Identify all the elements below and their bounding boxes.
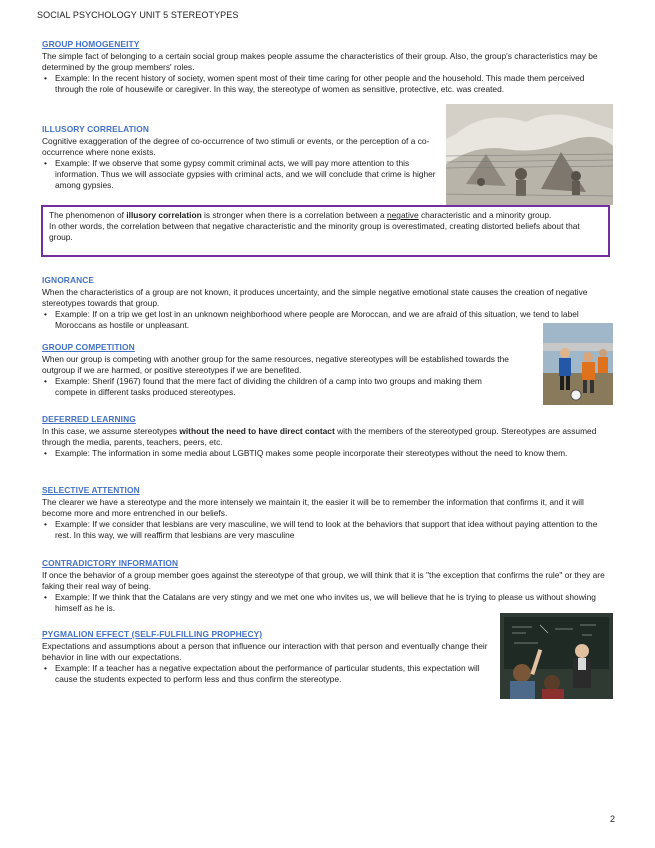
section-body: When our group is competing with another group for the same resources, negative stereotypes will be established towards the outgroup if we are harmed, or positive stereotypes if we are benefited. — [42, 353, 509, 375]
section-illusory-correlation — [42, 124, 437, 190]
section-heading: GROUP COMPETITION — [42, 342, 135, 352]
section-heading: CONTRADICTORY INFORMATION — [42, 558, 179, 568]
section-contradictory-information — [42, 558, 614, 614]
bullet-list — [42, 73, 614, 95]
section-body: Expectations and assumptions about a person that influence our interaction with that person and eventually change their behavior in line with our expectations. — [42, 640, 488, 662]
bullet-list — [42, 519, 614, 541]
bullet-list — [42, 448, 614, 459]
bullet-list — [42, 663, 498, 685]
section-heading: PYGMALION EFFECT (SELF-FULFILLING PROPHECY) — [42, 629, 263, 639]
callout-line-2: In other words, the correlation between that negative characteristic and the minority group is overestimated, creating distorted beliefs about that group. — [49, 220, 580, 242]
list-item: • Example: Sherif (1967) found that the mere fact of dividing the children of a camp into two groups and making them compete in different tasks produced stereotypes. — [42, 376, 512, 398]
list-item: • Example: If we consider that lesbians are very masculine, we will tend to look at the behaviors that support that idea without paying attention to the rest. In this way, we will reaffirm that lesbians are very masculine — [42, 519, 614, 541]
list-item: • Example: If on a trip we get lost in an unknown neighborhood where people are Moroccan, and we are afraid of this situation, we tend to label Moroccans as hostile or unpleasant. — [42, 309, 614, 331]
bullet-list — [42, 376, 512, 398]
list-item: • Example: If we observe that some gypsy commit criminal acts, we will pay more attention to this information. Thus we will associate gypsies with criminal acts, and we will conclude that crime is higher among gypsies. — [42, 158, 437, 191]
callout-line-1: The phenomenon of illusory correlation is stronger when there is a correlation between a negative characteristic and a minority group. — [49, 210, 552, 220]
section-body: In this case, we assume stereotypes without the need to have direct contact with the members of the stereotyped group. Stereotypes are assumed through the media, parents, teachers, peers, etc. — [42, 425, 597, 447]
children-football-photo — [543, 323, 613, 405]
section-heading: GROUP HOMOGENEITY — [42, 39, 140, 49]
illusory-correlation-callout — [41, 205, 610, 257]
section-body: The simple fact of belonging to a certain social group makes people assume the characteristics of their group. Also, the group's characteristics may be determined by the group members' roles. — [42, 50, 598, 72]
section-group-homogeneity — [42, 39, 614, 95]
bullet-list — [42, 309, 614, 331]
section-ignorance — [42, 275, 614, 331]
section-heading: SELECTIVE ATTENTION — [42, 485, 140, 495]
list-item: • Example: The information in some media about LGBTIQ makes some people incorporate their stereotypes without the need to know them. — [42, 448, 614, 459]
section-pygmalion-effect — [42, 629, 498, 685]
section-heading: IGNORANCE — [42, 275, 95, 285]
bullet-list — [42, 158, 437, 191]
page-number: 2 — [609, 814, 615, 824]
bullet-list — [42, 592, 614, 614]
section-heading: ILLUSORY CORRELATION — [42, 124, 149, 134]
section-body: The clearer we have a stereotype and the more intensely we maintain it, the easier it will be to remember the information that confirms it, and it will become more and more entrenched in our beliefs. — [42, 496, 584, 518]
section-body: When the characteristics of a group are not known, it produces uncertainty, and the simple negative emotional state causes the creation of negative stereotypes towards that group. — [42, 286, 588, 308]
classroom-photo — [500, 613, 613, 699]
section-deferred-learning — [42, 414, 614, 459]
list-item: • Example: If we think that the Catalans are very stingy and we met one who invites us, we will believe that he is trying to please us without showing himself as he is. — [42, 592, 614, 614]
section-selective-attention — [42, 485, 614, 541]
list-item: • Example: In the recent history of society, women spent most of their time caring for other people and the household. This made them perceived through the role of housewife or caregiver. In this way, the stereotype of women as sensitive, protective, etc. was created. — [42, 73, 585, 95]
section-heading: DEFERRED LEARNING — [42, 414, 136, 424]
section-body: If once the behavior of a group member goes against the stereotype of that group, we will think that it is "the exception that confirms the rule" or they are faking their real way of being. — [42, 569, 605, 591]
gypsy-camp-engraving — [446, 104, 613, 205]
section-group-competition — [42, 342, 512, 398]
section-body: Cognitive exaggeration of the degree of co-occurrence of two stimuli or events, or the perception of a co-occurrence where none exists. — [42, 135, 430, 157]
document-header: SOCIAL PSYCHOLOGY UNIT 5 STEREOTYPES — [37, 10, 239, 20]
list-item: • Example: If a teacher has a negative expectation about the performance of particular students, this expectation will cause the students expected to perform less and thus confirm the stereotype. — [42, 663, 498, 685]
